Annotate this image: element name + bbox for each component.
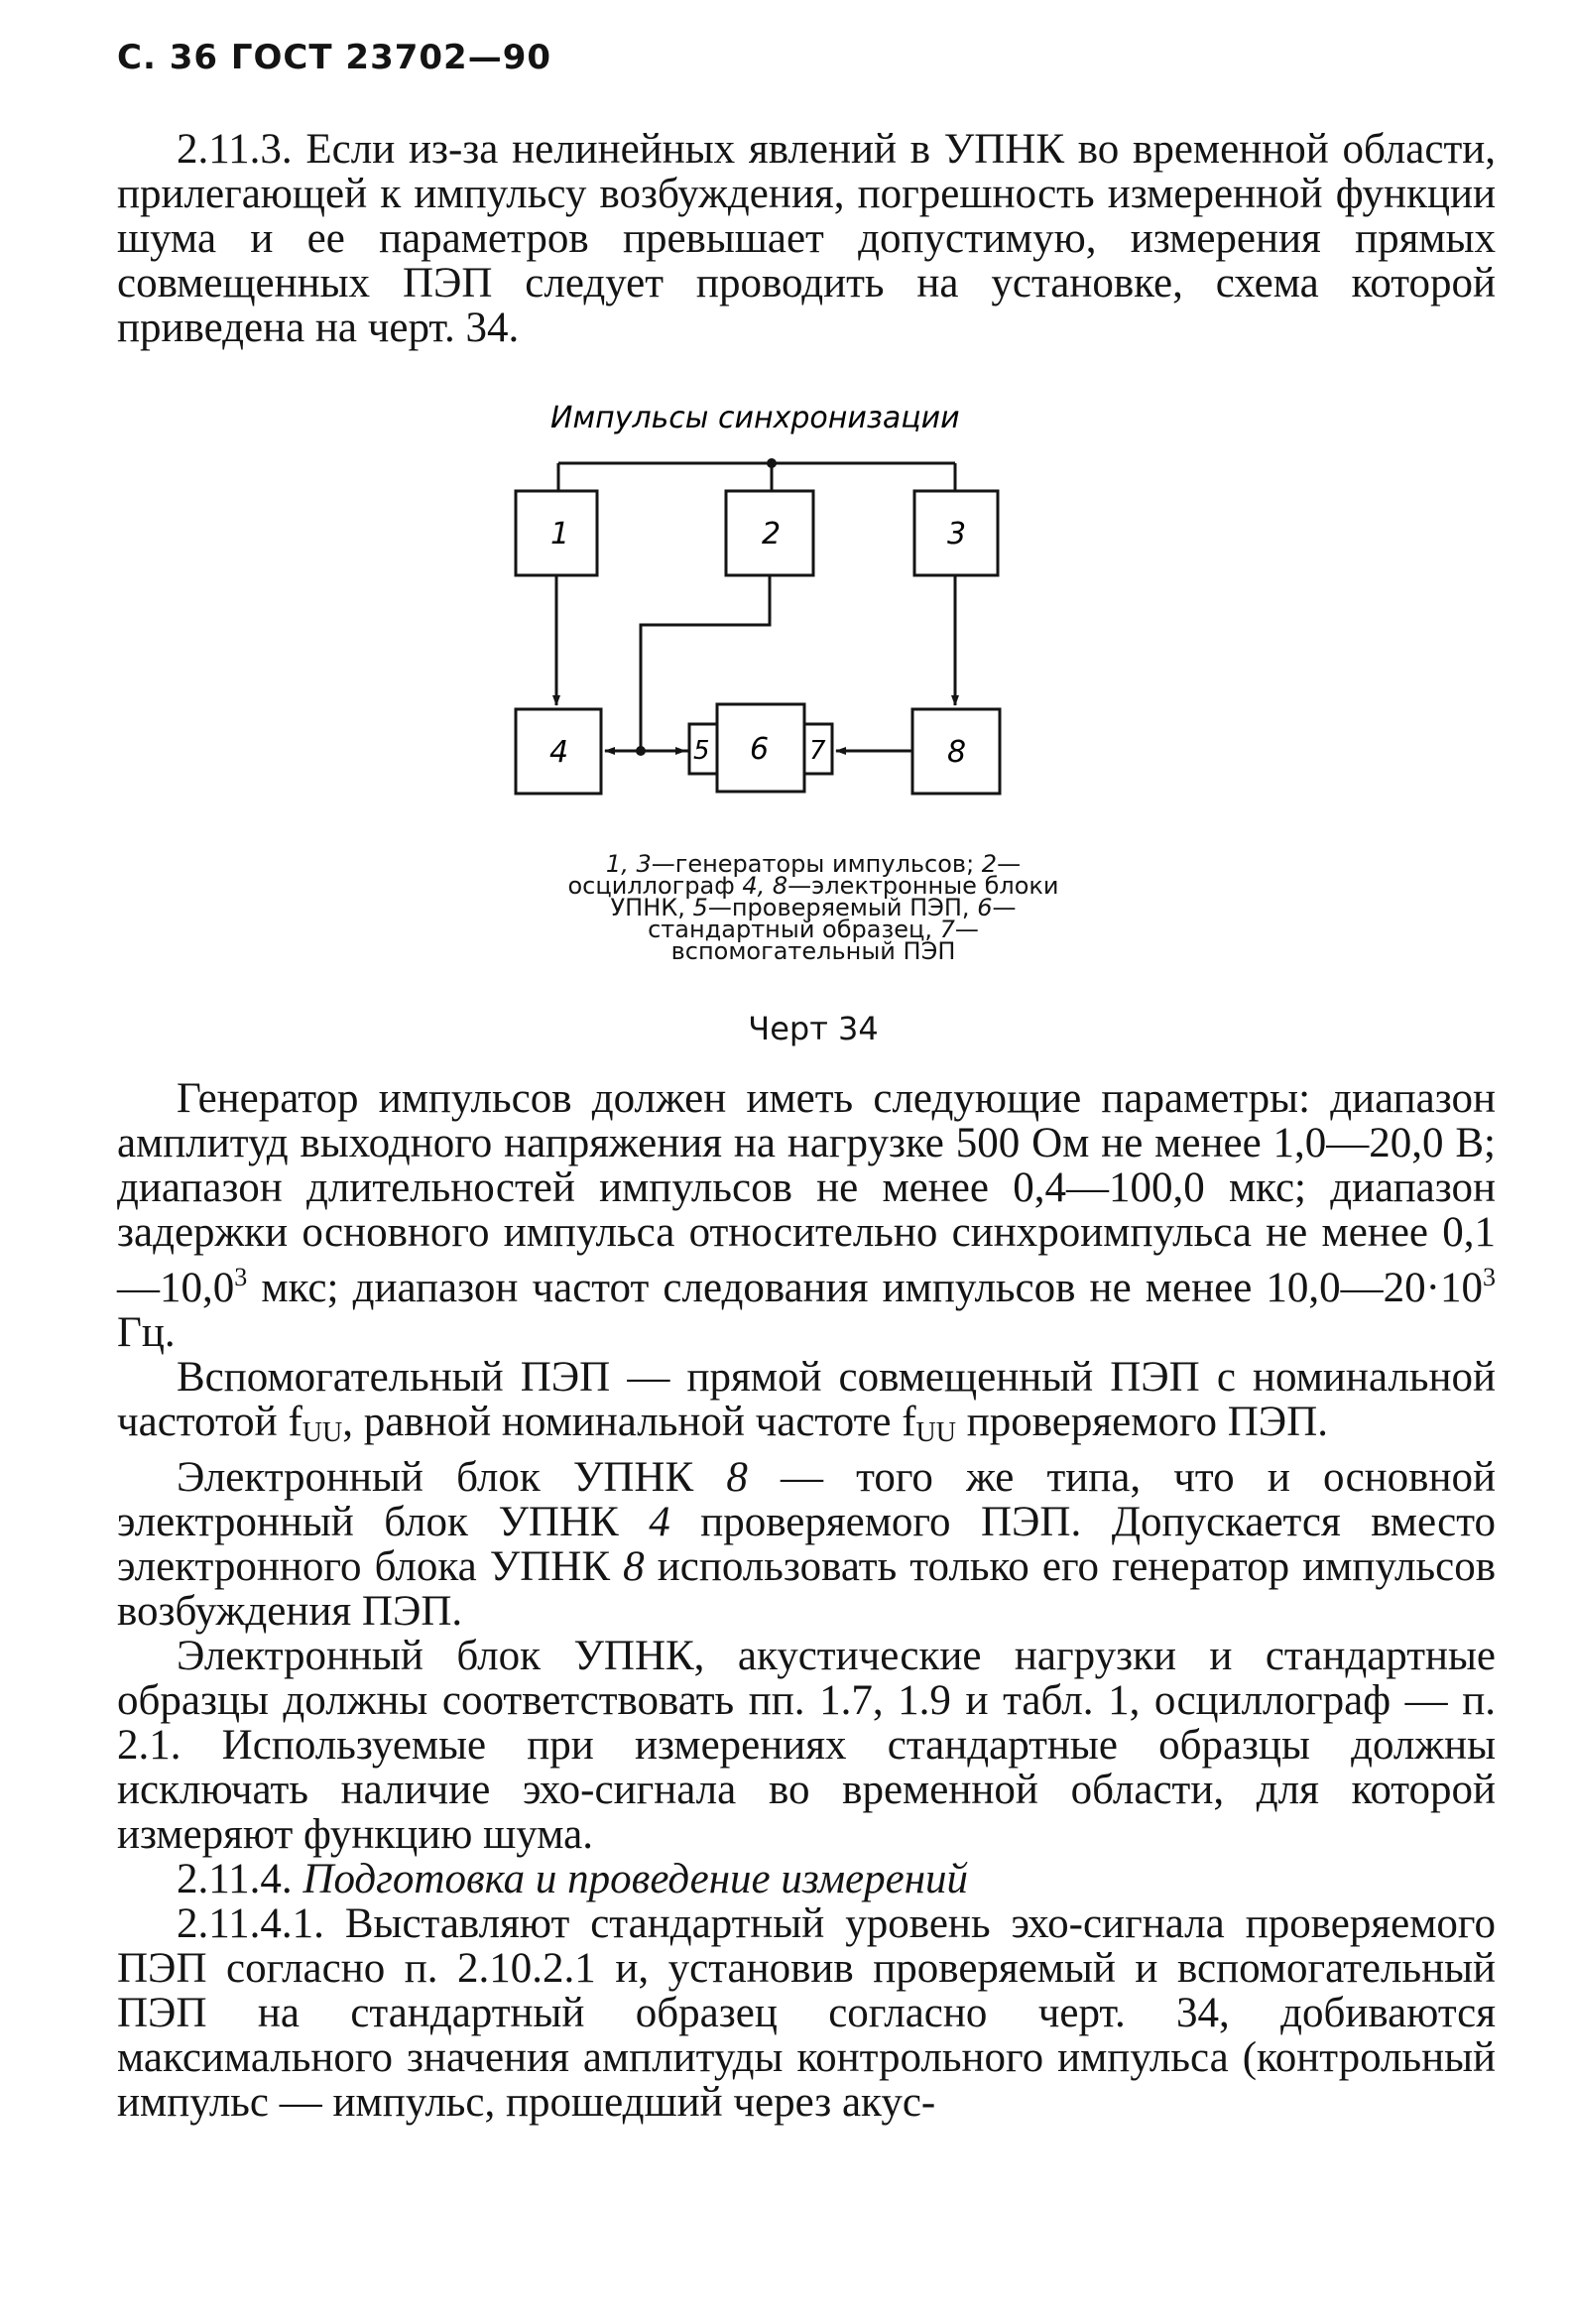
figure-label: Черт 34 (748, 1010, 879, 1047)
section-heading-2-11-4 (117, 1857, 1496, 1901)
italic-num: 4 (649, 1499, 670, 1545)
italic-num: 8 (726, 1454, 748, 1501)
caption-text: —вспомогательный ПЭП (670, 916, 979, 965)
body-text (117, 1076, 1496, 2125)
block-3-label: 3 (947, 517, 967, 551)
page-header: С. 36 ГОСТ 23702—90 (117, 38, 552, 77)
block-7-label: 7 (809, 736, 826, 766)
caption-num: 6 (977, 894, 993, 921)
block-4-label: 4 (549, 735, 569, 770)
caption-text: —генераторы импульсов; (651, 850, 982, 878)
caption-num: 2 (981, 850, 998, 878)
block-diagram (496, 402, 1051, 808)
italic-num: 8 (623, 1543, 645, 1590)
caption-text: —электронные блоки УПНК, (610, 872, 1059, 921)
block-8-label: 8 (947, 735, 967, 770)
paragraph-requirements: Электронный блок УПНК, акустические нагрузки и стандартные образцы должны соответствовать пп. 1.7, 1.9 и табл. 1, осциллограф — п. 2.1. Используемые при измерениях стандартные образцы должны исключать наличие эхо-сигнала во временной области, для которой измеряют функцию шума. (117, 1633, 1496, 1858)
text-run: — того же типа, что и основной электронный блок УПНК (117, 1454, 1496, 1545)
block-1-label: 1 (550, 517, 570, 551)
section-number: 2.11.4. (177, 1856, 303, 1902)
caption-text: —проверяемый ПЭП, (707, 894, 978, 921)
caption-num: 4, 8 (742, 872, 788, 900)
block-6-label: 6 (750, 732, 770, 767)
sync-label: Импульсы синхронизации (550, 402, 960, 435)
caption-text: —стандартный образец, (648, 894, 1017, 943)
block-2-label: 2 (762, 517, 782, 551)
paragraph-2-11-4-1: 2.11.4.1. Выставляют стандартный уровень эхо-сигнала проверяемого ПЭП согласно п. 2.10.2.1 и, установив проверяемый и вспомогательный ПЭП на стандартный образец согласно черт. 34, добиваются максимального значения амплитуды контрольного импульса (контрольный импульс — импульс, прошедший через акус- (117, 1900, 1496, 2126)
figure-caption (565, 850, 1061, 965)
sync-junction (767, 458, 777, 468)
text-run: , равной номинальной частоте f (342, 1399, 916, 1445)
text-run: мкс; диапазон частот следования импульсов не менее 10,0—20·10 (247, 1265, 1483, 1311)
superscript: 3 (1483, 1263, 1496, 1291)
text-run: использовать только его генератор импульсов возбуждения ПЭП. (117, 1543, 1496, 1635)
text-run: Гц. (117, 1309, 176, 1356)
section-title: Подготовка и проведение измерений (302, 1856, 969, 1902)
intro-text (117, 127, 1496, 350)
paragraph-aux-pep (117, 1355, 1496, 1455)
caption-num: 7 (939, 916, 955, 943)
caption-num: 1, 3 (605, 850, 652, 878)
paragraph-electronic-block (117, 1455, 1496, 1634)
caption-num: 5 (692, 894, 708, 921)
subscript: UU (915, 1417, 956, 1448)
text-run: проверяемого ПЭП. Допускается вместо электронного блока УПНК (117, 1499, 1496, 1590)
caption-text: —осциллограф (567, 850, 1022, 900)
text-run: Вспомогательный ПЭП — прямой совмещенный ПЭП с номинальной частотой f (117, 1354, 1496, 1445)
paragraph-2-11-3: 2.11.3. Если из-за нелинейных явлений в УПНК во временной области, прилегающей к импульсу возбуждения, погрешность измеренной функции шума и ее параметров превышает допустимую, измерения прямых совмещенных ПЭП следует проводить на установке, схема которой приведена на черт. 34. (117, 126, 1496, 351)
paragraph-generator (117, 1076, 1496, 1355)
bus-junction (636, 746, 646, 756)
subscript: UU (302, 1417, 343, 1448)
text-run: проверяемого ПЭП. (955, 1399, 1329, 1445)
text-run: Генератор импульсов должен иметь следующие параметры: диапазон амплитуд выходного напряжения на нагрузке 500 Ом не менее 1,0—20,0 В; диапазон длительностей импульсов не менее 0,4—100,0 мкс; диапазон задержки основного импульса относительно синхроимпульса не менее 0,1—10,0 (117, 1075, 1496, 1311)
block-5-label: 5 (693, 736, 710, 766)
text-run: Электронный блок УПНК (177, 1454, 727, 1501)
superscript: 3 (234, 1263, 248, 1291)
